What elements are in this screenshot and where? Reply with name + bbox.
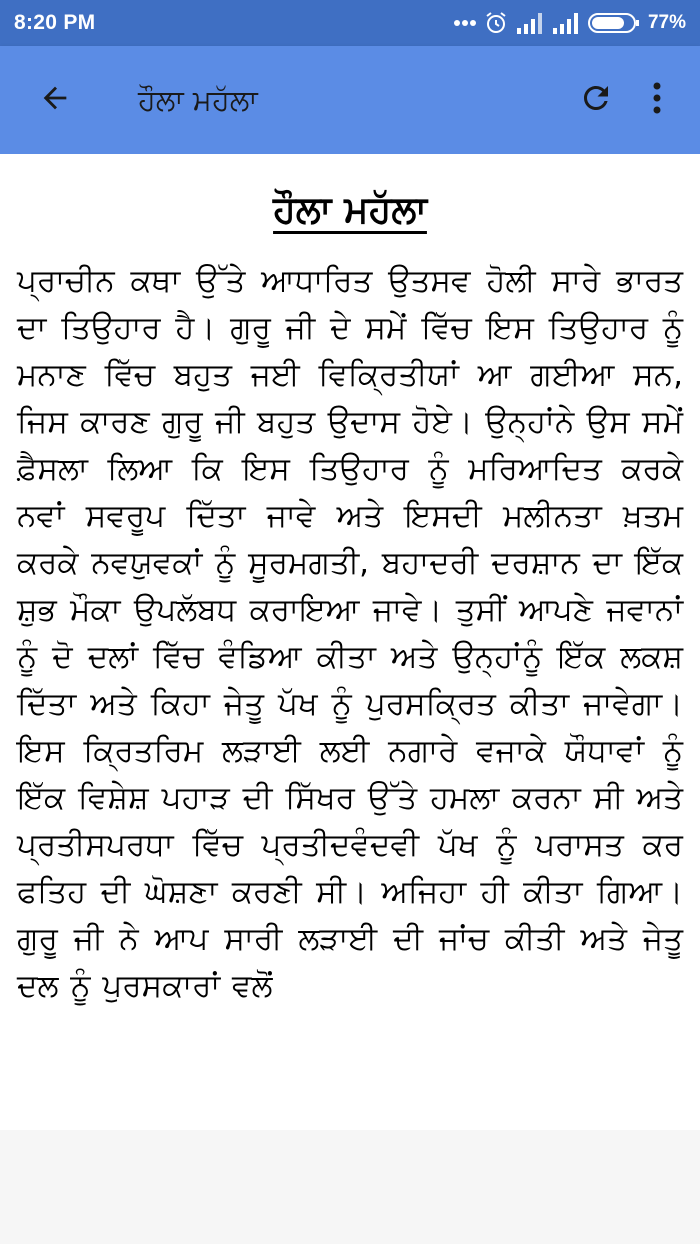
back-arrow-icon	[38, 81, 72, 119]
article-heading: ਹੌਲਾ ਮਹੱਲਾ	[273, 188, 427, 231]
refresh-button[interactable]	[568, 72, 624, 128]
article-content[interactable]	[0, 154, 700, 1130]
overflow-menu-button[interactable]	[632, 72, 682, 128]
more-dots-icon	[454, 19, 476, 27]
article-body: ਪ੍ਰਾਚੀਨ ਕਥਾ ਉੱਤੇ ਆਧਾਰਿਤ ਉਤਸਵ ਹੋਲੀ ਸਾਰੇ ਭਾਰਤ ਦਾ ਤਿਉਹਾਰ ਹੈ। ਗੁਰੂ ਜੀ ਦੇ ਸਮੇਂ ਵਿੱਚ ਇਸ ਤਿਉਹਾਰ ਨੂੰ ਮਨਾਣ ਵਿੱਚ ਬਹੁਤ ਜਈ ਵਿਕ੍ਰਿਤੀਯਾਂ ਆ ਗਈਆ ਸਨ, ਜਿਸ ਕਾਰਣ ਗੁਰੂ ਜੀ ਬਹੁਤ ਉਦਾਸ ਹੋਏ। ਉਨ੍ਹਾਂਨੇ ਉਸ ਸਮੇਂ ਫ਼ੈਸਲਾ ਲਿਆ ਕਿ ਇਸ ਤਿਉਹਾਰ ਨੂੰ ਮਰਿਆਦਿਤ ਕਰਕੇ ਨਵਾਂ ਸਵਰੂਪ ਦਿੱਤਾ ਜਾਵੇ ਅਤੇ ਇਸਦੀ ਮਲੀਨਤਾ ਖ਼ਤਮ ਕਰਕੇ ਨਵਯੁਵਕਾਂ ਨੂੰ ਸੂਰਮਗਤੀ, ਬਹਾਦਰੀ ਦਰਸ਼ਾਨ ਦਾ ਇੱਕ ਸ਼ੁਭ ਮੌਕਾ ਉਪਲੱਬਧ ਕਰਾਇਆ ਜਾਵੇ। ਤੁਸੀਂ ਆਪਣੇ ਜਵਾਨਾਂ ਨੂੰ ਦੋ ਦਲਾਂ ਵਿੱਚ ਵੰਡਿਆ ਕੀਤਾ ਅਤੇ ਉਨ੍ਹਾਂਨੂੰ ਇੱਕ ਲਕਸ਼ ਦਿੱਤਾ ਅਤੇ ਕਿਹਾ ਜੇਤੂ ਪੱਖ ਨੂੰ ਪੁਰਸਕ੍ਰਿਤ ਕੀਤਾ ਜਾਵੇਗਾ। ਇਸ ਕ੍ਰਿਤਰਿਮ ਲੜਾਈ ਲਈ ਨਗਾਰੇ ਵਜਾਕੇ ਯੌਧਾਵਾਂ ਨੂੰ ਇੱਕ ਵਿਸ਼ੇਸ਼ ਪਹਾੜ ਦੀ ਸਿੱਖਰ ਉੱਤੇ ਹਮਲਾ ਕਰਨਾ ਸੀ ਅਤੇ ਪ੍ਰਤੀਸਪਰਧਾ ਵਿੱਚ ਪ੍ਰਤੀਦਵੰਦਵੀ ਪੱਖ ਨੂੰ ਪਰਾਸਤ ਕਰ ਫਤਿਹ ਦੀ ਘੋਸ਼ਣਾ ਕਰਣੀ ਸੀ। ਅਜਿਹਾ ਹੀ ਕੀਤਾ ਗਿਆ। ਗੁਰੂ ਜੀ ਨੇ ਆਪ ਸਾਰੀ ਲੜਾਈ ਦੀ ਜਾਂਚ ਕੀਤੀ ਅਤੇ ਜੇਤੂ ਦਲ ਨੂੰ ਪੁਰਸਕਾਰਾਂ ਵਲੋਂ	[17, 263, 684, 1004]
overflow-menu-icon	[652, 81, 662, 119]
back-button[interactable]	[27, 72, 83, 128]
status-bar	[0, 0, 700, 46]
battery-percent: 77%	[647, 12, 686, 33]
signal-icon	[552, 12, 580, 34]
signal-icon	[516, 12, 544, 34]
alarm-icon	[484, 11, 508, 35]
app-bar	[0, 46, 700, 154]
bottom-area	[0, 1130, 700, 1244]
app-title: ਹੌਲਾ ਮਹੱਲਾ	[138, 82, 258, 117]
refresh-icon	[578, 80, 614, 120]
status-icons	[454, 11, 686, 35]
battery-icon	[588, 12, 640, 34]
status-time: 8:20 PM	[14, 11, 96, 34]
